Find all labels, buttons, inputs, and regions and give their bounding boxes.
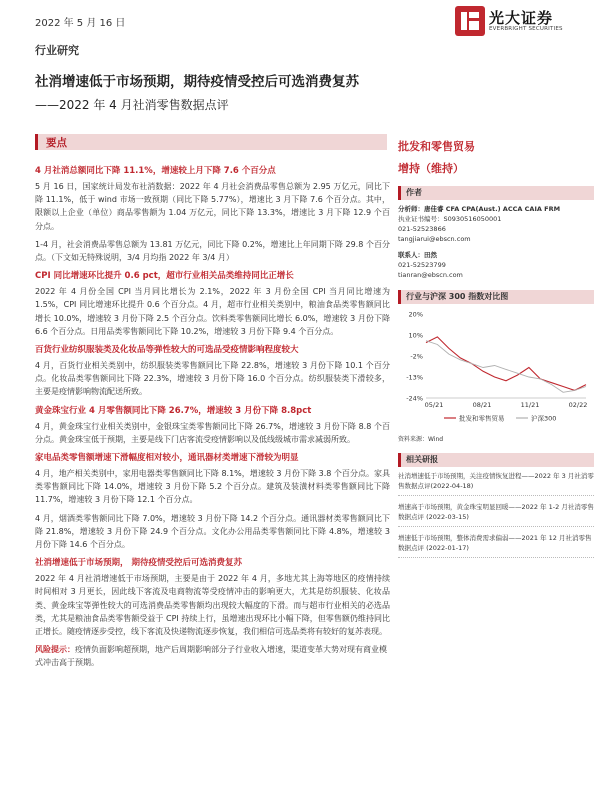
section-heading: 百货行业纺织服装类及化妆品等弹性较大的可选品受疫情影响程度较大	[35, 345, 299, 356]
related-report-item[interactable]: 增速高于市场预期，黄金珠宝明显回暖——2022 年 1-2 月社消零售数据点评 (2022-03-15)	[398, 502, 594, 527]
analyst-email[interactable]: tangjiarui@ebscn.com	[398, 235, 471, 243]
report-category: 行业研究	[35, 44, 79, 57]
x-tick-label: 08/21	[472, 401, 492, 409]
logo-text-cn: 光大证券	[489, 9, 554, 27]
analyst-cert: 执业证书编号：S0930516050001	[398, 215, 502, 223]
risk-note	[35, 643, 390, 669]
y-tick-label: -2%	[410, 352, 423, 361]
section-heading: 家电品类零售额增速下滑幅度相对较小，通讯器材类增速下滑较为明显	[35, 453, 299, 464]
risk-text: 疫情负面影响超预期，地产后周期影响部分子行业收入增速，渠道变革大势对现有商业模式冲击高于预期。	[35, 645, 387, 668]
section-heading: 4 月社消总额同比下降 11.1%，增速较上月下降 7.6 个百分点	[35, 166, 276, 176]
x-tick-label: 11/21	[520, 401, 540, 409]
section-paragraph: 4 月，黄金珠宝行业相关类别中，金银珠宝类零售额同比下降 26.7%，增速较 3 月份下降 8.8 个百分点。黄金珠宝低于预期，主要是线下门店客流受疫情影响以及低线级城市需求减弱所致。	[35, 421, 390, 444]
x-tick-label: 05/21	[424, 401, 444, 409]
section-paragraph: 4 月，百货行业相关类别中，纺织服装类零售额同比下降 22.8%，增速较 3 月份下降 10.1 个百分点。化妆品类零售额同比下降 22.3%，增速较 3 月份下降 16.0 个百分点。纺织服装类下滑较多，主要是疫情影响物流配送所致。	[35, 361, 390, 397]
series-line-0	[426, 337, 586, 391]
contact-email[interactable]: tianran@ebscn.com	[398, 271, 463, 279]
legend-label: 批发和零售贸易	[459, 414, 505, 423]
company-logo	[455, 4, 595, 40]
analyst-name: 分析师：唐佳睿 CFA CPA(Aust.) ACCA CAIA FRM	[398, 205, 561, 213]
summary-label: 要点	[46, 137, 67, 149]
x-tick-label: 02/22	[568, 401, 588, 409]
risk-label: 风险提示：	[35, 645, 75, 655]
report-date: 2022 年 5 月 16 日	[35, 18, 126, 29]
sector-name: 批发和零售贸易	[398, 140, 475, 153]
y-tick-label: -13%	[406, 373, 423, 382]
section-heading: 黄金珠宝行业 4 月零售额同比下降 26.7%，增速较 3 月份下降 8.8pct	[35, 405, 312, 416]
report-subtitle: ——2022 年 4 月社消零售数据点评	[35, 98, 229, 112]
related-report-item[interactable]: 社消增速低于市场预期，关注疫情恢复进程——2022 年 3 月社消零售数据点评(2022-04-18)	[398, 471, 594, 496]
sector-rating: 增持（维持）	[398, 162, 464, 175]
section-heading: CPI 同比增速环比提升 0.6 pct，超市行业相关品类维持同比正增长	[35, 271, 294, 282]
section-paragraph: 2022 年 4 月社消增速低于市场预期，主要是由于 2022 年 4 月，多地尤其上海等地区的疫情持续时间相对 3 月更长，因此线下客流及电商物流等受疫情冲击的影响更大，尤其是纺织服装、化妆品类、黄金珠宝等弹性较大的可选消费品类零售额均出现较大幅度的下滑。而与超市行业相关的必选品类，尤其是粮油食品类零售额受益于 CPI 持续上行，虽增速出现环比小幅下降，但零售额仍维持同比正增长。随疫情逐步受控，线下客流及快递物流逐步恢复，我们相信可选品类将有较好的复苏表现。	[35, 574, 390, 637]
related-reports	[398, 471, 594, 558]
section-paragraph: 4 月，烟酒类零售额同比下降 7.0%，增速较 3 月份下降 14.2 个百分点。通讯器材类零售额同比下降 21.8%，增速较 3 月份下降 24.9 个百分点。文化办公用品类零售额同比下降 4.8%，增速较 3 月份下降 14.6 个百分点。	[35, 513, 390, 550]
chart-svg	[398, 308, 594, 428]
logo-text-en: EVERBRIGHT SECURITIES	[489, 26, 563, 32]
chart-source: 资料来源：Wind	[398, 436, 444, 443]
y-tick-label: -24%	[406, 394, 423, 403]
sidebar	[398, 134, 594, 564]
author-header-bar: 作者	[398, 186, 594, 200]
series-line-1	[426, 341, 586, 393]
report-title: 社消增速低于市场预期，期待疫情受控后可选消费复苏	[35, 74, 359, 90]
section-paragraph: 5 月 16 日，国家统计局发布社消数据：2022 年 4 月社会消费品零售总额为 2.95 万亿元，同比下降 11.1%，低于 wind 市场一致预期（同比下降 5.77%），增速比 3 月下降 7.6 个百分点。其中，限额以上企业（单位）商品零售额为 1.04 万亿元，同比下降 13.3%，增速比 3 月下降 12.9 个百分点。	[35, 182, 390, 231]
section-paragraph: 1-4 月，社会消费品零售总额为 13.81 万亿元，同比下降 0.2%，增速比上年同期下降 29.8 个百分点。（下文如无特殊说明，3/4 月均指 2022 年 3/4 月）	[35, 239, 390, 263]
section-paragraph: 2022 年 4 月份全国 CPI 当月同比增长为 2.1%，2022 年 3 月份全国 CPI 当月同比增速为 1.5%，CPI 同比增速环比提升 0.6 个百分点。4 月，超市行业相关类别中，粮油食品类零售额同比增长 10.0%，增速较 3 月份下降 2.5 个百分点。饮料类零售额同比增长 6.0%，增速较 3 月份下降 6.6 个百分点。日用品类零售额同比下降 10.2%，增速较 3 月份下降 9.4 个百分点。	[35, 287, 390, 336]
y-tick-label: 10%	[408, 331, 423, 340]
legend-label: 沪深300	[531, 414, 557, 423]
related-report-item[interactable]: 增速低于市场预期，整体消费需求偏弱——2021 年 12 月社消零售数据点评 (2022-01-17)	[398, 533, 594, 558]
index-comparison-chart	[398, 308, 594, 432]
section-heading: 社消增速低于市场预期， 期待疫情受控后可选消费复苏	[35, 558, 242, 569]
analyst-phone: 021-52523866	[398, 225, 446, 233]
chart-header-bar: 行业与沪深 300 指数对比图	[398, 290, 594, 304]
contact-name: 联系人：田然	[398, 251, 437, 259]
main-content	[35, 160, 390, 670]
summary-header-bar	[35, 134, 387, 150]
logo-mark-icon	[455, 6, 485, 36]
related-header-bar: 相关研报	[398, 453, 594, 467]
y-tick-label: 20%	[408, 310, 423, 319]
section-paragraph: 4 月，地产相关类别中，家用电器类零售额同比下降 8.1%，增速较 3 月份下降 3.8 个百分点。家具类零售额同比下降 14.0%，增速较 3 月份下降 5.2 个百分点。建筑及装潢材料类零售额同比下降 11.7%，增速较 3 月份下降 12.1 个百分点。	[35, 469, 390, 505]
contact-phone: 021-52523799	[398, 261, 446, 269]
